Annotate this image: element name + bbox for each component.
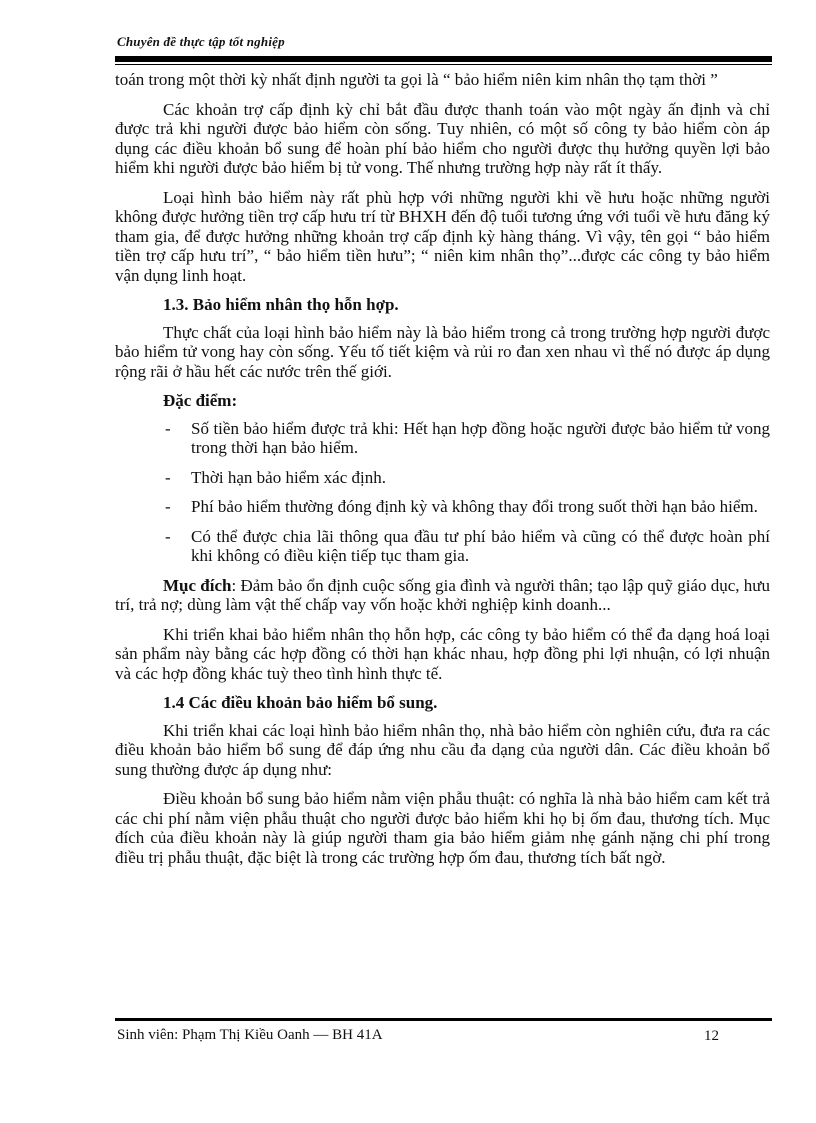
features-list	[115, 419, 770, 566]
list-item	[115, 527, 770, 566]
page-number: 12	[704, 1028, 719, 1044]
running-header-title: Chuyên đề thực tập tốt nghiệp	[117, 34, 285, 49]
header-rule	[115, 56, 772, 62]
dash-bullet: -	[165, 497, 171, 516]
section-heading-1-4: 1.4 Các điều khoản bảo hiểm bổ sung.	[163, 693, 438, 712]
document-body	[115, 70, 770, 877]
list-item-text: Phí bảo hiểm thường đóng định kỳ và không thay đổi trong suốt thời hạn bảo hiểm.	[191, 497, 758, 516]
list-item-text: Số tiền bảo hiểm được trả khi: Hết hạn hợp đồng hoặc người được bảo hiểm tử vong trong thời hạn bảo hiểm.	[191, 418, 770, 457]
list-item	[115, 497, 770, 517]
paragraph-purpose	[115, 576, 770, 615]
list-item	[115, 468, 770, 488]
purpose-text: : Đảm bảo ổn định cuộc sống gia đình và người thân; tạo lập quỹ giáo dục, hưu trí, trả nợ; dùng làm vật thế chấp vay vốn hoặc khởi nghiệp kinh doanh...	[115, 575, 771, 614]
paragraph-annuity: Các khoản trợ cấp định kỳ chỉ bắt đầu được thanh toán vào một ngày ấn định và chỉ được trả khi người được bảo hiểm còn sống. Tuy nhiên, có một số công ty bảo hiểm còn áp dụng các điều khoản bổ sung để hoàn phí bảo hiểm cho người được thụ hưởng quyền lợi bảo hiểm khi người được bảo hiểm bị tử vong. Thế nhưng trường hợp này rất ít thấy.	[115, 99, 770, 177]
dash-bullet: -	[165, 467, 171, 487]
paragraph-supplement: Khi triển khai các loại hình bảo hiểm nhân thọ, nhà bảo hiểm còn nghiên cứu, đưa ra các điều khoản bảo hiểm bổ sung để đáp ứng nhu cầu đa dạng của người dân. Các điều khoản bổ sung thường được áp dụng như:	[115, 720, 770, 779]
purpose-label: Mục đích	[163, 575, 232, 595]
footer-author: Sinh viên: Phạm Thị Kiều Oanh — BH 41A	[117, 1027, 383, 1043]
paragraph-essence: Thực chất của loại hình bảo hiểm này là bảo hiểm trong cả trong trường hợp người được bảo hiểm tử vong hay còn sống. Yếu tố tiết kiệm và rủi ro đan xen nhau vì thế nó được áp dụng rộng rãi ở hầu hết các nước trên thế giới.	[115, 322, 770, 381]
header-rule-thin	[115, 64, 772, 65]
list-item-text: Thời hạn bảo hiểm xác định.	[191, 467, 386, 487]
paragraph-suitable: Loại hình bảo hiểm này rất phù hợp với những người khi về hưu hoặc những người không được hưởng tiền trợ cấp hưu trí từ BHXH đến độ tuổi tương ứng với tuổi về hưu đăng ký tham gia, để được hưởng những khoản trợ cấp định kỳ hàng tháng. Vì vậy, tên gọi “ bảo hiểm tiền trợ cấp hưu trí”, “ bảo hiểm tiền hưu”; “ niên kim nhân thọ”...được các công ty bảo hiểm vận dụng linh hoạt.	[115, 187, 770, 285]
list-item	[115, 419, 770, 458]
dash-bullet: -	[165, 418, 171, 438]
features-label: Đặc điểm:	[163, 391, 238, 410]
paragraph-hospital: Điều khoản bổ sung bảo hiểm nằm viện phẫu thuật: có nghĩa là nhà bảo hiểm cam kết trả các chi phí nằm viện phẫu thuật cho người được bảo hiểm khi họ bị ốm đau, thương tích. Mục đích của điều khoản này là giúp người tham gia bảo hiểm giảm nhẹ gánh nặng chi phí trong điều trị phẫu thuật, đặc biệt là trong các trường hợp ốm đau, thương tích bất ngờ.	[115, 789, 770, 867]
paragraph-intro: toán trong một thời kỳ nhất định người ta gọi là “ bảo hiểm niên kim nhân thọ tạm thời ”	[115, 70, 718, 89]
list-item-text: Có thể được chia lãi thông qua đầu tư phí bảo hiểm và cũng có thể được hoàn phí khi không có điều kiện tiếp tục tham gia.	[191, 526, 770, 565]
section-heading-1-3: 1.3. Bảo hiểm nhân thọ hỗn hợp.	[163, 295, 399, 314]
paragraph-diversify: Khi triển khai bảo hiểm nhân thọ hỗn hợp, các công ty bảo hiểm có thể đa dạng hoá loại sản phẩm này bằng các hợp đồng có thời hạn khác nhau, hợp đồng phi lợi nhuận, có lợi nhuận và các hợp đồng khác tuỳ theo tình hình thực tế.	[115, 624, 770, 683]
footer-rule	[115, 1018, 772, 1021]
dash-bullet: -	[165, 526, 171, 546]
